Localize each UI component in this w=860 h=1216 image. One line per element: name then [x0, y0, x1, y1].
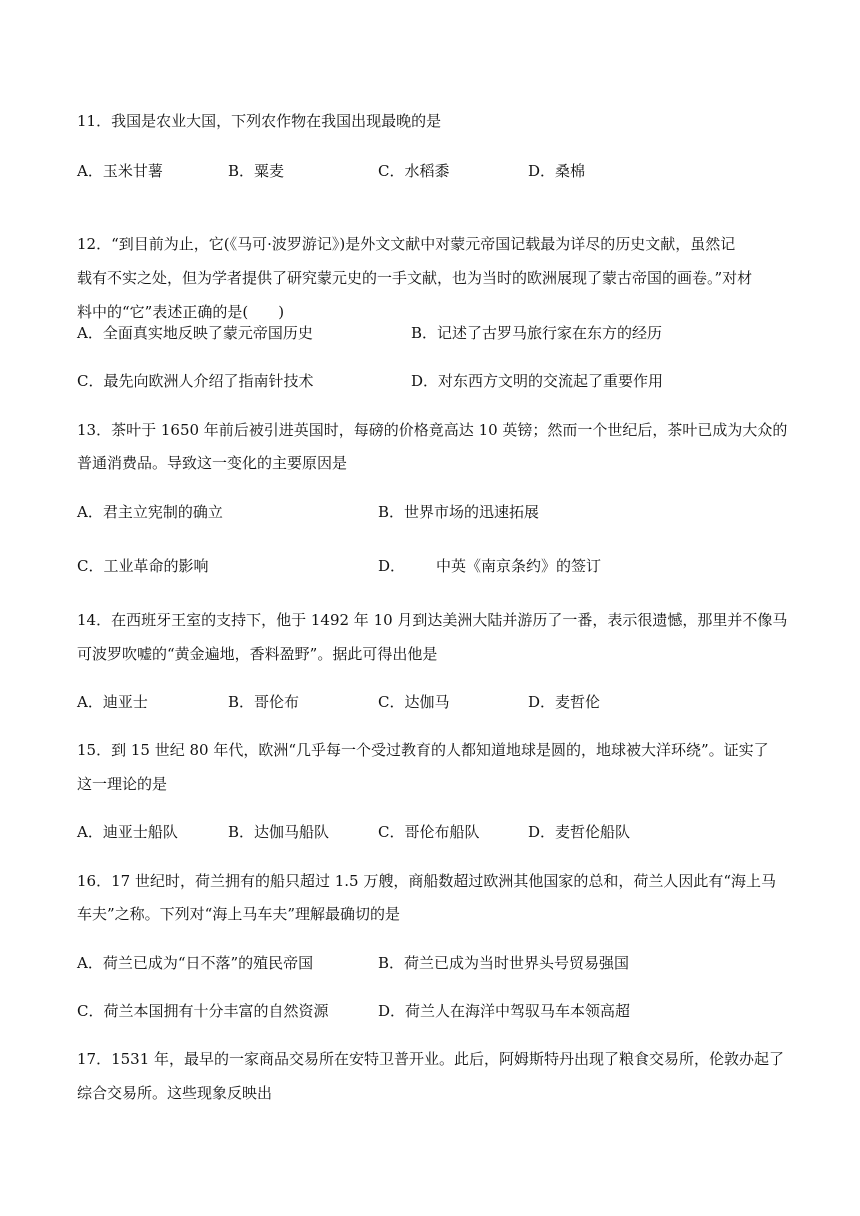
- q16-option-d: D．荷兰人在海洋中驾驭马车本领高超: [378, 1002, 631, 1020]
- q14-option-d: D．麦哲伦: [528, 693, 601, 711]
- question-12-stem-line-3: 料中的“它”表述正确的是( ): [77, 303, 285, 321]
- q15-option-c: C．哥伦布船队: [378, 823, 480, 841]
- question-14-stem-line-1: 14．在西班牙王室的支持下，他于 1492 年 10 月到达美洲大陆并游历了一番，表示很遗憾，那里并不像马: [77, 611, 788, 629]
- question-15-stem-line-2: 这一理论的是: [77, 775, 168, 793]
- q14-option-c: C．达伽马: [378, 693, 450, 711]
- q16-option-b: B．荷兰已成为当时世界头号贸易强国: [378, 954, 630, 972]
- q13-option-c: C．工业革命的影响: [77, 557, 209, 575]
- q15-option-a: A．迪亚士船队: [77, 823, 178, 841]
- q13-option-d-text: 中英《南京条约》的签订: [436, 557, 602, 575]
- q11-option-a: A．玉米甘薯: [77, 162, 163, 180]
- question-12-stem-line-2: 载有不实之处，但为学者提供了研究蒙元史的一手文献，也为当时的欧洲展现了蒙古帝国的画卷。”对材: [77, 269, 753, 287]
- question-13-stem-line-1: 13．茶叶于 1650 年前后被引进英国时，每磅的价格竟高达 10 英镑；然而一个世纪后，茶叶已成为大众的: [77, 421, 788, 439]
- q15-option-d: D．麦哲伦船队: [528, 823, 631, 841]
- question-15-stem-line-1: 15．到 15 世纪 80 年代，欧洲“几乎每一个受过教育的人都知道地球是圆的，地球被大洋环绕”。证实了: [77, 741, 769, 759]
- q11-option-d: D．桑棉: [528, 162, 586, 180]
- q13-option-b: B．世界市场的迅速拓展: [378, 503, 540, 521]
- q14-option-b: B．哥伦布: [228, 693, 300, 711]
- q12-option-a: A．全面真实地反映了蒙元帝国历史: [77, 324, 313, 342]
- q11-option-b: B．粟麦: [228, 162, 285, 180]
- question-17-stem-line-2: 综合交易所。这些现象反映出: [77, 1084, 273, 1102]
- question-17-stem-line-1: 17．1531 年，最早的一家商品交易所在安特卫普开业。此后，阿姆斯特丹出现了粮食交易所，伦敦办起了: [77, 1050, 785, 1068]
- q16-option-a: A．荷兰已成为“日不落”的殖民帝国: [77, 954, 314, 972]
- question-11-stem: 11．我国是农业大国，下列农作物在我国出现最晚的是: [77, 112, 442, 130]
- q16-option-c: C．荷兰本国拥有十分丰富的自然资源: [77, 1002, 329, 1020]
- question-14-stem-line-2: 可波罗吹嘘的“黄金遍地，香料盈野”。据此可得出他是: [77, 645, 438, 663]
- q12-option-c: C．最先向欧洲人介绍了指南针技术: [77, 372, 314, 390]
- q15-option-b: B．达伽马船队: [228, 823, 330, 841]
- q12-option-d: D．对东西方文明的交流起了重要作用: [411, 372, 664, 390]
- q11-option-c: C．水稻黍: [378, 162, 450, 180]
- question-16-stem-line-1: 16．17 世纪时，荷兰拥有的船只超过 1.5 万艘，商船数超过欧洲其他国家的总和，荷兰人因此有“海上马: [77, 872, 777, 890]
- question-16-stem-line-2: 车夫”之称。下列对“海上马车夫”理解最确切的是: [77, 905, 401, 923]
- question-12-stem-line-1: 12．“到目前为止，它(《马可·波罗游记》)是外文文献中对蒙元帝国记载最为详尽的历史文献，虽然记: [77, 235, 736, 253]
- question-13-stem-line-2: 普通消费品。导致这一变化的主要原因是: [77, 454, 348, 472]
- q13-option-d-label: D．: [378, 557, 406, 575]
- q13-option-a: A．君主立宪制的确立: [77, 503, 223, 521]
- q14-option-a: A．迪亚士: [77, 693, 148, 711]
- q12-option-b: B．记述了古罗马旅行家在东方的经历: [411, 324, 663, 342]
